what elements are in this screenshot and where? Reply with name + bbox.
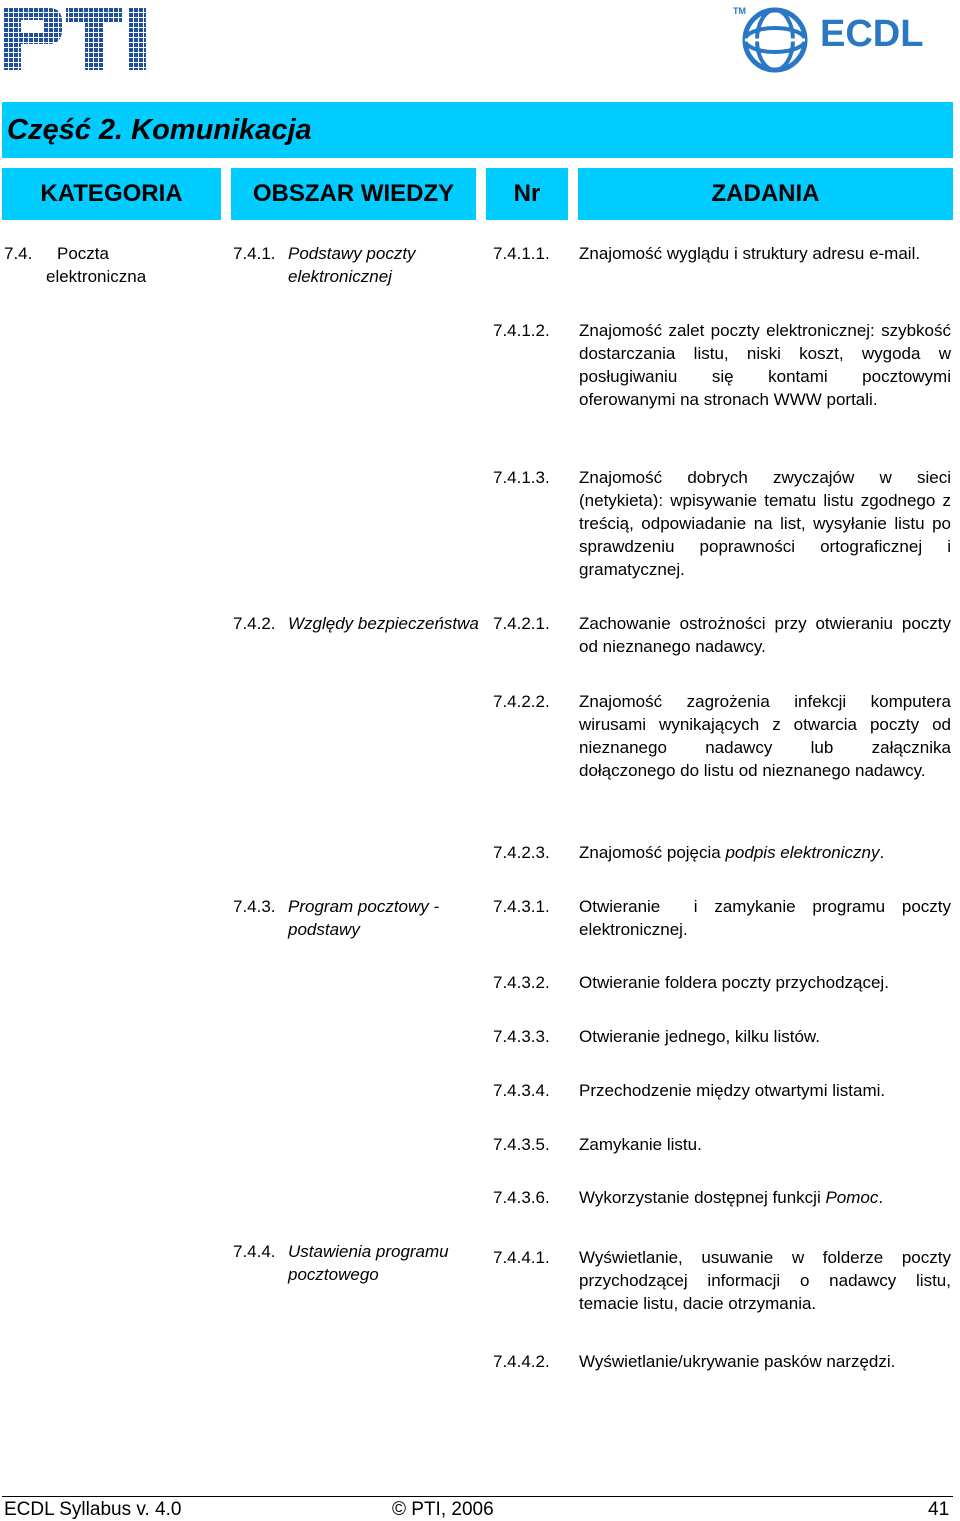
task-text-part: . <box>879 843 885 862</box>
task-number: 7.4.3.2. <box>493 973 550 992</box>
area-label: Względy bezpieczeństwa <box>288 614 479 633</box>
column-header-obszar <box>231 168 476 220</box>
task-number: 7.4.1.3. <box>493 468 550 487</box>
area-number: 7.4.1. <box>233 244 276 263</box>
area-number: 7.4.2. <box>233 614 276 633</box>
task-text: Znajomość dobrych zwyczajów w sieci (netykieta): wpisywanie tematu listu zgodnego z treścią, odpowiadanie na list, wysyłanie listu po sprawdzeniu poprawności ortograficznej i gramatycznej. <box>579 468 951 579</box>
column-header-nr <box>486 168 568 220</box>
category-number: 7.4. <box>4 244 33 263</box>
task-number: 7.4.4.2. <box>493 1352 550 1371</box>
area-label: Ustawienia programu pocztowego <box>288 1242 449 1284</box>
task-text: Zachowanie ostrożności przy otwieraniu poczty od nieznanego nadawcy. <box>579 614 951 656</box>
task-text: Wyświetlanie, usuwanie w folderze poczty przychodzącej informacji o nadawcy listu, temacie listu, dacie otrzymania. <box>579 1248 951 1313</box>
area-label: Podstawy poczty elektronicznej <box>288 244 416 286</box>
area-label: Program pocztowy - podstawy <box>288 897 440 939</box>
task-text: Otwieranie jednego, kilku listów. <box>579 1027 820 1046</box>
task-number: 7.4.3.4. <box>493 1081 550 1100</box>
task-number: 7.4.2.2. <box>493 692 550 711</box>
task-number: 7.4.2.3. <box>493 843 550 862</box>
task-text: Przechodzenie między otwartymi listami. <box>579 1081 886 1100</box>
section-title: Część 2. Komunikacja <box>7 114 312 146</box>
task-text-part: Znajomość pojęcia <box>579 843 726 862</box>
task-text-part: Wykorzystanie dostępnej funkcji <box>579 1188 826 1207</box>
task-text: Znajomość zalet poczty elektronicznej: szybkość dostarczania listu, niski koszt, wygoda w posługiwaniu się kontami pocztowymi oferowanymi na stronach WWW portali. <box>579 321 951 409</box>
footer-page-number: 41 <box>928 1499 950 1520</box>
task-text: Znajomość zagrożenia infekcji komputera wirusami wynikających z otwarcia poczty od nieznanego nadawcy lub załącznika dołączonego do listu od nieznanego nadawcy. <box>579 692 951 780</box>
task-text <box>579 841 951 864</box>
ecdl-globe-icon <box>730 4 820 76</box>
ecdl-logo-text: ECDL <box>820 13 924 55</box>
column-header-label: OBSZAR WIEDZY <box>252 180 455 207</box>
task-number: 7.4.4.1. <box>493 1248 550 1267</box>
task-text <box>579 1186 951 1209</box>
section-title-bar <box>2 102 953 158</box>
column-header-label: KATEGORIA <box>40 180 183 207</box>
header-logos <box>0 0 960 80</box>
column-header-label: ZADANIA <box>711 180 820 207</box>
task-text-part: . <box>878 1188 884 1207</box>
column-header-zadania <box>578 168 953 220</box>
task-number: 7.4.1.1. <box>493 244 550 263</box>
column-header-kategoria <box>2 168 221 220</box>
task-text: Wyświetlanie/ukrywanie pasków narzędzi. <box>579 1352 896 1371</box>
task-number: 7.4.1.2. <box>493 321 550 340</box>
footer-left: ECDL Syllabus v. 4.0 <box>4 1499 182 1520</box>
task-text: Zamykanie listu. <box>579 1135 702 1154</box>
category-label-line2: elektroniczna <box>46 267 147 286</box>
task-text: Otwieranie foldera poczty przychodzącej. <box>579 973 889 992</box>
trademark-mark: TM <box>733 6 746 16</box>
area-number: 7.4.3. <box>233 897 276 916</box>
area-number: 7.4.4. <box>233 1242 276 1261</box>
task-number: 7.4.2.1. <box>493 614 550 633</box>
category-label-line1: Poczta <box>57 244 109 263</box>
task-text-emphasis: podpis elektroniczny <box>725 843 880 862</box>
footer-divider <box>2 1496 953 1497</box>
footer-center: © PTI, 2006 <box>392 1499 494 1520</box>
pti-logo <box>4 8 174 70</box>
task-number: 7.4.3.5. <box>493 1135 550 1154</box>
task-text: Znajomość wyglądu i struktury adresu e-mail. <box>579 244 921 263</box>
task-text-emphasis: Pomoc <box>825 1188 879 1207</box>
task-number: 7.4.3.1. <box>493 897 550 916</box>
task-number: 7.4.3.6. <box>493 1188 550 1207</box>
task-number: 7.4.3.3. <box>493 1027 550 1046</box>
column-header-label: Nr <box>513 180 541 207</box>
task-text: Otwieranie i zamykanie programu poczty elektronicznej. <box>579 897 956 939</box>
